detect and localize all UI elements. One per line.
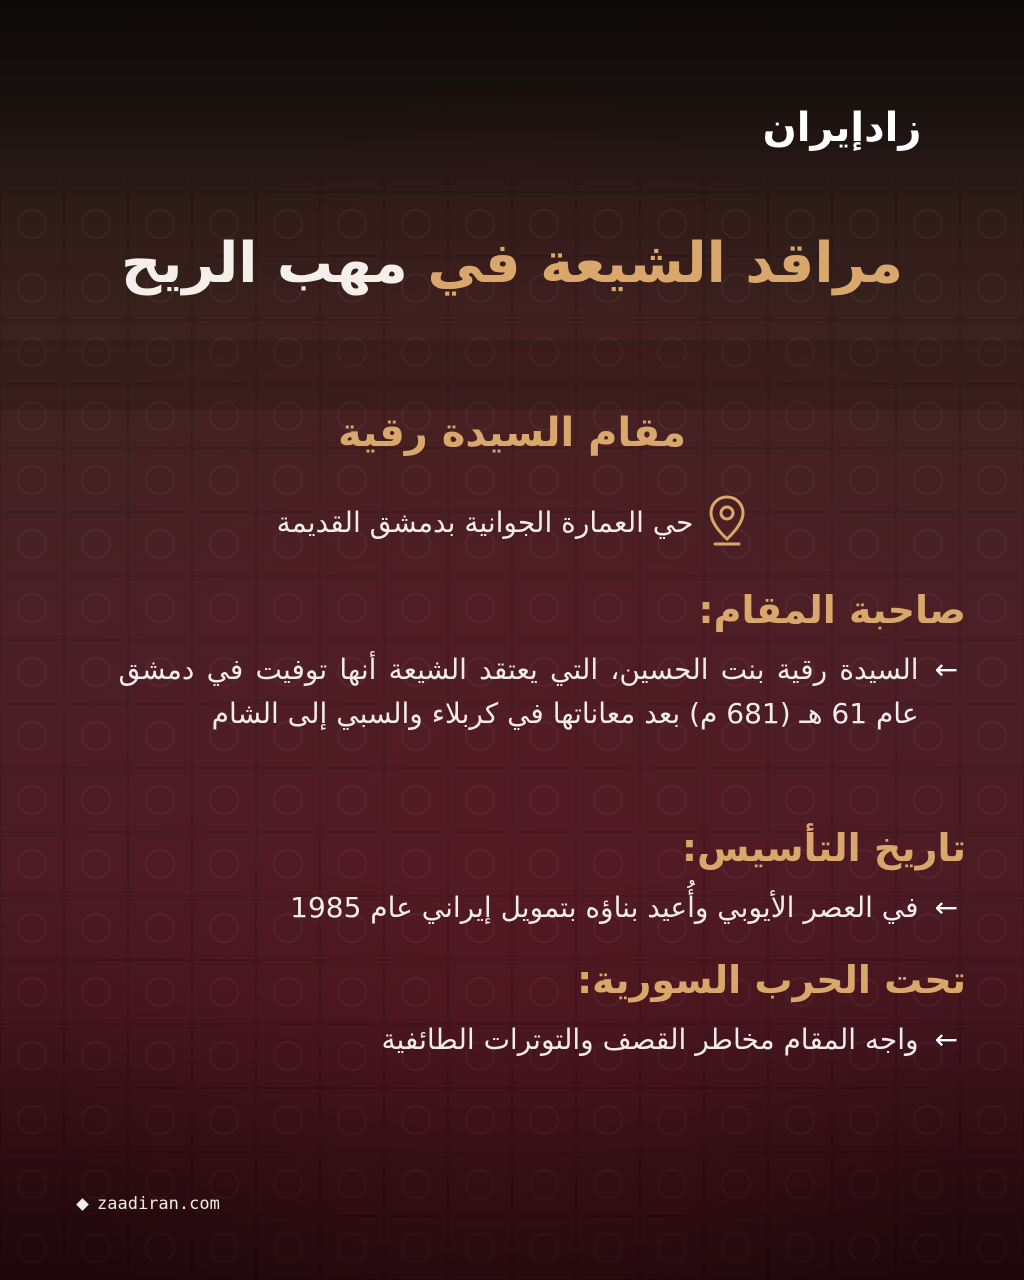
diamond-icon: [76, 1198, 89, 1211]
title-part-2: في: [427, 231, 521, 296]
section-war: [66, 958, 966, 1062]
brand-logo-text: زادإيران: [762, 105, 922, 151]
location-text: حي العمارة الجوانية بدمشق القديمة: [276, 505, 694, 539]
bullet-text: واجه المقام مخاطر القصف والتوترات الطائفية: [381, 1023, 919, 1056]
website-text: zaadiran.com: [97, 1194, 220, 1214]
website-link[interactable]: [78, 1194, 220, 1214]
page-title: [60, 230, 964, 297]
section-title: تحت الحرب السورية:: [576, 958, 966, 1002]
list-item: [66, 1018, 966, 1062]
shrine-name: مقام السيدة رقية: [337, 410, 687, 456]
list-item: [66, 886, 966, 930]
location-line: [100, 494, 924, 550]
title-part-1: مراقد الشيعة: [540, 231, 904, 296]
arrow-left-icon: ←: [934, 891, 958, 924]
arrow-left-icon: ←: [934, 653, 958, 686]
section-owner: [66, 588, 966, 736]
section-title: صاحبة المقام:: [698, 588, 966, 632]
section-founding: [66, 826, 966, 930]
title-part-3: مهب الريح: [120, 231, 408, 296]
location-pin-icon: [707, 494, 747, 550]
list-item: [66, 648, 966, 736]
bullet-text: في العصر الأيوبي وأُعيد بناؤه بتمويل إيراني عام 1985: [290, 891, 919, 924]
brand-logo: [752, 100, 932, 156]
bullet-text: السيدة رقية بنت الحسين، التي يعتقد الشيعة أنها توفيت في دمشق عام 61 هـ (681 م) بعد معاناتها في كربلاء والسبي إلى الشام: [118, 653, 919, 730]
section-title: تاريخ التأسيس:: [681, 826, 966, 870]
arrow-left-icon: ←: [934, 1023, 958, 1056]
